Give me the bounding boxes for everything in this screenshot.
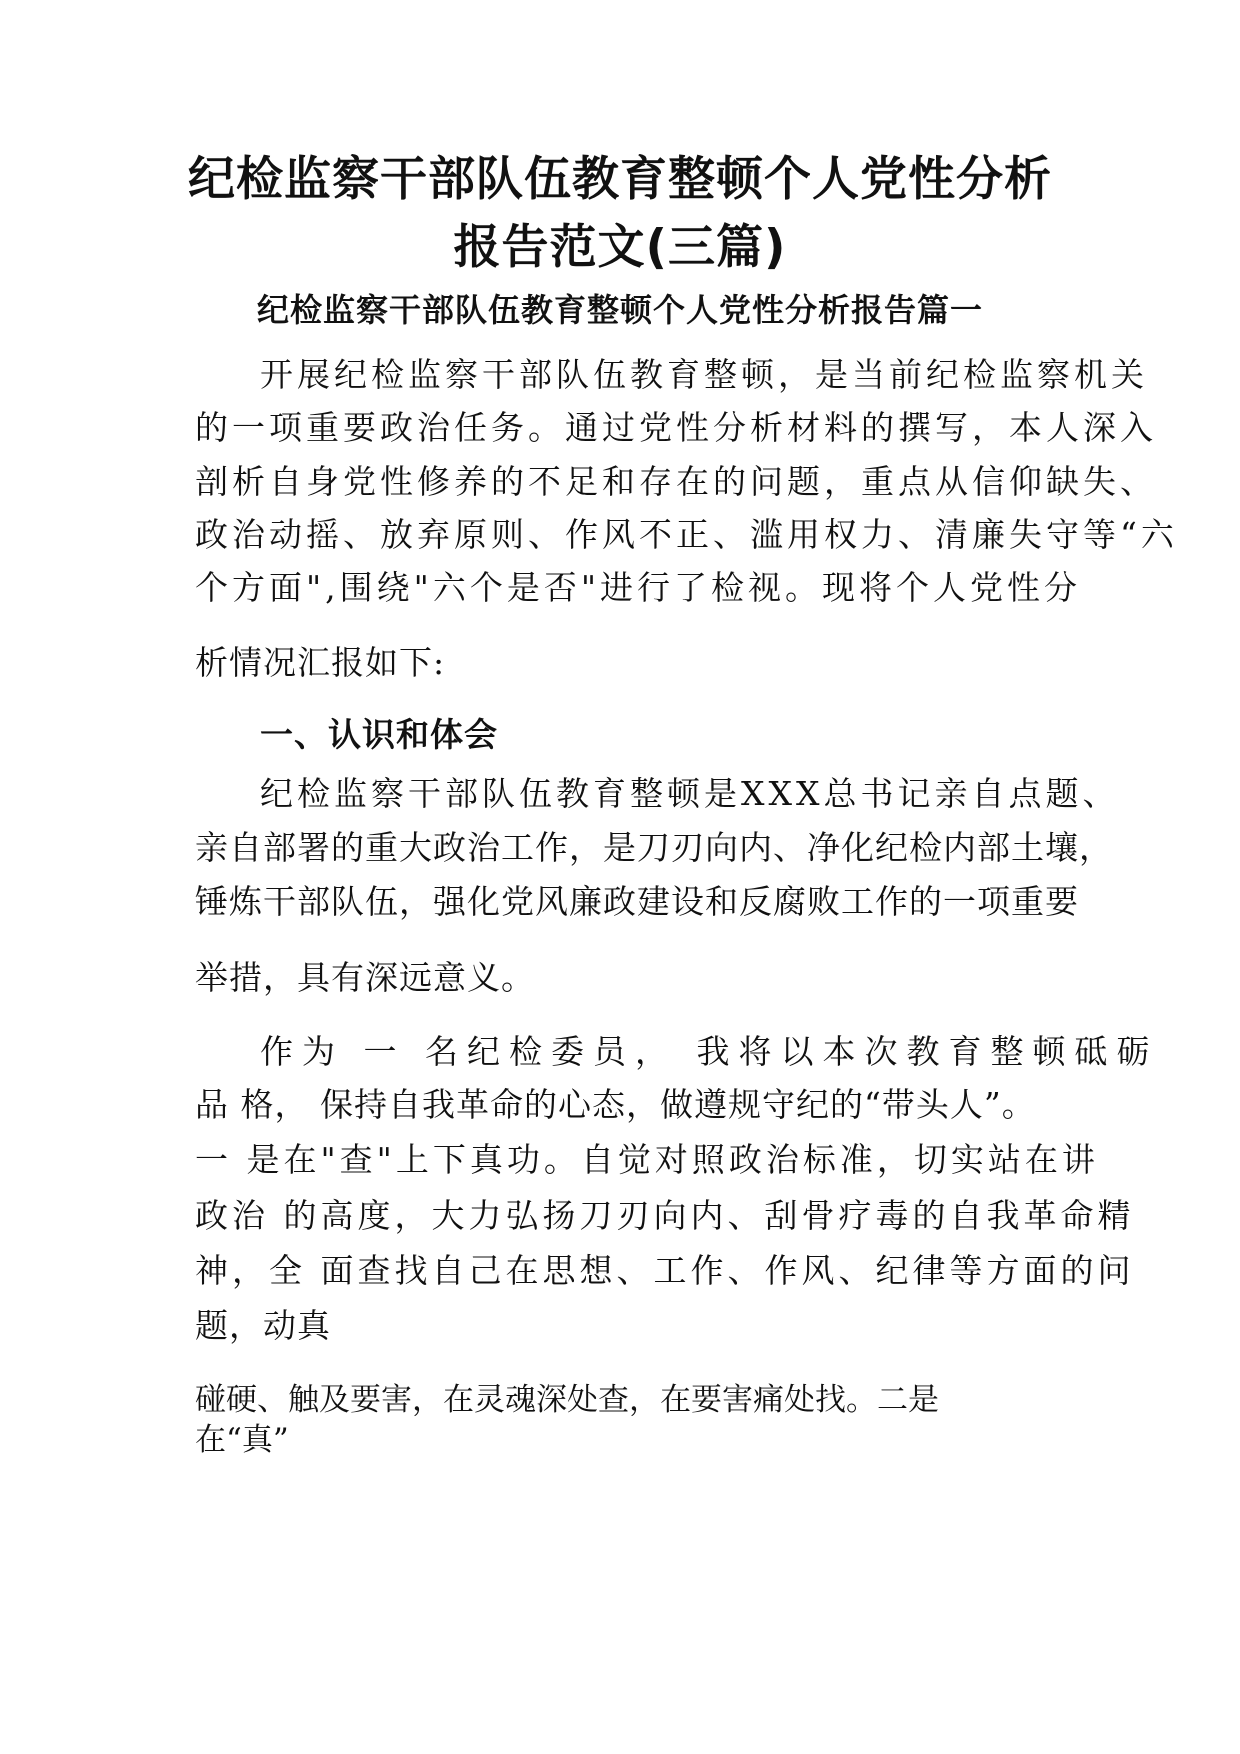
paragraph-2-line-3: 锤炼干部队伍，强化党风廉政建设和反腐败工作的一项重要 bbox=[195, 882, 1079, 921]
paragraph-3-line-4: 政治 的高度，大力弘扬刀刃向内、刮骨疗毒的自我革命精 bbox=[195, 1196, 1135, 1235]
paragraph-3-line-8: 在“真” bbox=[195, 1422, 289, 1458]
paragraph-1-line-4: 政治动摇、放弃原则、作风不正、滥用权力、清廉失守等“六 bbox=[195, 515, 1178, 554]
paragraph-2-line-2: 亲自部署的重大政治工作，是刀刃向内、净化纪检内部土壤， bbox=[195, 828, 1113, 867]
section-heading-1: 一、认识和体会 bbox=[260, 715, 498, 754]
paragraph-1-line-5: 个方面",围绕"六个是否"进行了检视。现将个人党性分 bbox=[195, 568, 1082, 607]
paragraph-3-line-3: 一 是在"查"上下真功。自觉对照政治标准，切实站在讲 bbox=[195, 1140, 1099, 1179]
paragraph-1-line-2: 的一项重要政治任务。通过党性分析材料的撰写，本人深入 bbox=[195, 408, 1157, 447]
paragraph-3-line-6: 题，动真 bbox=[195, 1306, 331, 1345]
paragraph-3-line-5: 神，全 面查找自己在思想、工作、作风、纪律等方面的问 bbox=[195, 1251, 1135, 1290]
paragraph-3-line-1: 作为 一 名纪检委员， 我将以本次教育整顿砥砺 bbox=[260, 1032, 1159, 1071]
paragraph-2-line-1: 纪检监察干部队伍教育整顿是XXX总书记亲自点题、 bbox=[260, 774, 1120, 813]
paragraph-1-line-3: 剖析自身党性修养的不足和存在的问题，重点从信仰缺失、 bbox=[195, 462, 1157, 501]
paragraph-3-line-2: 品 格， 保持自我革命的心态，做遵规守纪的“带头人”。 bbox=[195, 1085, 1036, 1124]
paragraph-1-line-1: 开展纪检监察干部队伍教育整顿，是当前纪检监察机关 bbox=[260, 355, 1148, 394]
document-title-line-2: 报告范文(三篇) bbox=[453, 220, 787, 275]
paragraph-1-line-6: 析情况汇报如下: bbox=[195, 643, 446, 682]
paragraph-3-line-7: 碰硬、触及要害，在灵魂深处查，在要害痛处找。二是 bbox=[195, 1382, 939, 1418]
paragraph-2-line-4: 举措，具有深远意义。 bbox=[195, 958, 535, 997]
section-subtitle: 纪检监察干部队伍教育整顿个人党性分析报告篇一 bbox=[256, 291, 983, 329]
document-title-line-1: 纪检监察干部队伍教育整顿个人党性分析 bbox=[188, 152, 1052, 207]
